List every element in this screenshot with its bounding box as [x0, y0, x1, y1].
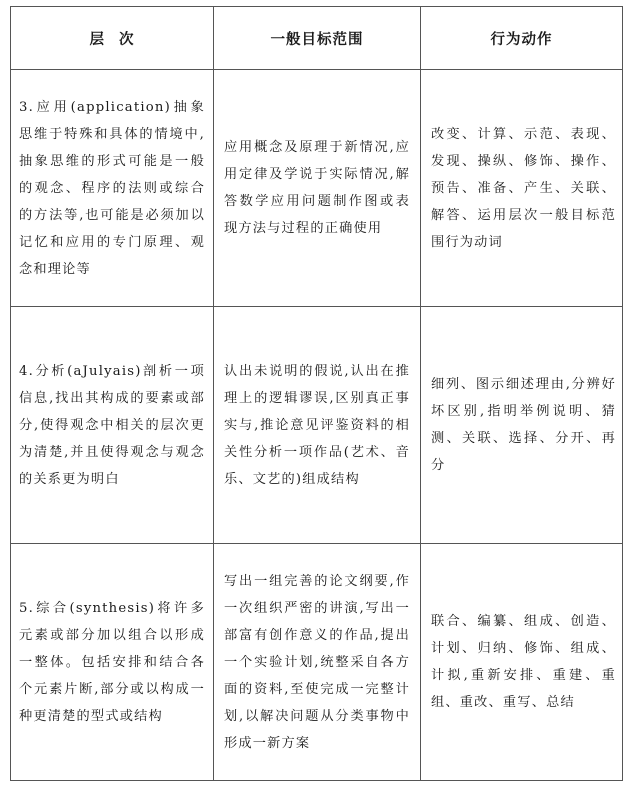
- scope-cell: [214, 307, 421, 544]
- header-level-char-2: 次: [119, 31, 135, 48]
- scope-cell: [214, 70, 421, 307]
- level-cell: [11, 307, 214, 544]
- verbs-text: 细列、图示细述理由,分辨好坏区别,指明举例说明、猜测、关联、选择、分开、再分: [431, 377, 616, 473]
- header-scope: 一般目标范围: [214, 7, 421, 70]
- level-text: 5.综合(synthesis)将许多元素或部分加以组合以形成一整体。包括安排和结合各个元素片断,部分或以构成一种更清楚的型式或结构: [19, 600, 205, 724]
- verbs-cell: [421, 307, 623, 544]
- level-text: 4.分析(aJulyais)剖析一项信息,找出其构成的要素或部分,使得观念中相关的层次更为清楚,并且使得观念与观念的关系更为明白: [19, 363, 205, 487]
- bloom-taxonomy-table: [10, 6, 623, 781]
- level-cell: [11, 70, 214, 307]
- level-text: 3.应用(application)抽象思维于特殊和具体的情境中,抽象思维的形式可能是一般的观念、程序的法则或综合的方法等,也可能是必须加以记忆和应用的专门原理、观念和理论等: [19, 99, 205, 277]
- table-header-row: [11, 7, 623, 70]
- scope-text: 写出一组完善的论文纲要,作一次组织严密的讲演,写出一部富有创作意义的作品,提出一个实验计划,统整采自各方面的资料,至使完成一完整计划,以解决问题从分类事物中形成一新方案: [224, 573, 410, 751]
- table-row: [11, 307, 623, 544]
- scope-cell: [214, 544, 421, 781]
- level-cell: [11, 544, 214, 781]
- scope-text: 认出未说明的假说,认出在推理上的逻辑谬误,区别真正事实与,推论意见评鉴资料的相关性分析一项作品(艺术、音乐、文艺的)组成结构: [224, 363, 410, 487]
- verbs-cell: [421, 544, 623, 781]
- table-row: [11, 544, 623, 781]
- verbs-text: 改变、计算、示范、表现、发现、操纵、修饰、操作、预告、准备、产生、关联、解答、运用层次一般目标范围行为动词: [431, 126, 616, 250]
- header-level-char-1: 层: [89, 31, 105, 48]
- verbs-text: 联合、编纂、组成、创造、计划、归纳、修饰、组成、计拟,重新安排、重建、重组、重改、重写、总结: [431, 614, 616, 710]
- scope-text: 应用概念及原理于新情况,应用定律及学说于实际情况,解答数学应用问题制作图或表现方法与过程的正确使用: [224, 140, 410, 236]
- header-verbs: 行为动作: [421, 7, 623, 70]
- table-row: [11, 70, 623, 307]
- header-level: [11, 7, 214, 70]
- verbs-cell: [421, 70, 623, 307]
